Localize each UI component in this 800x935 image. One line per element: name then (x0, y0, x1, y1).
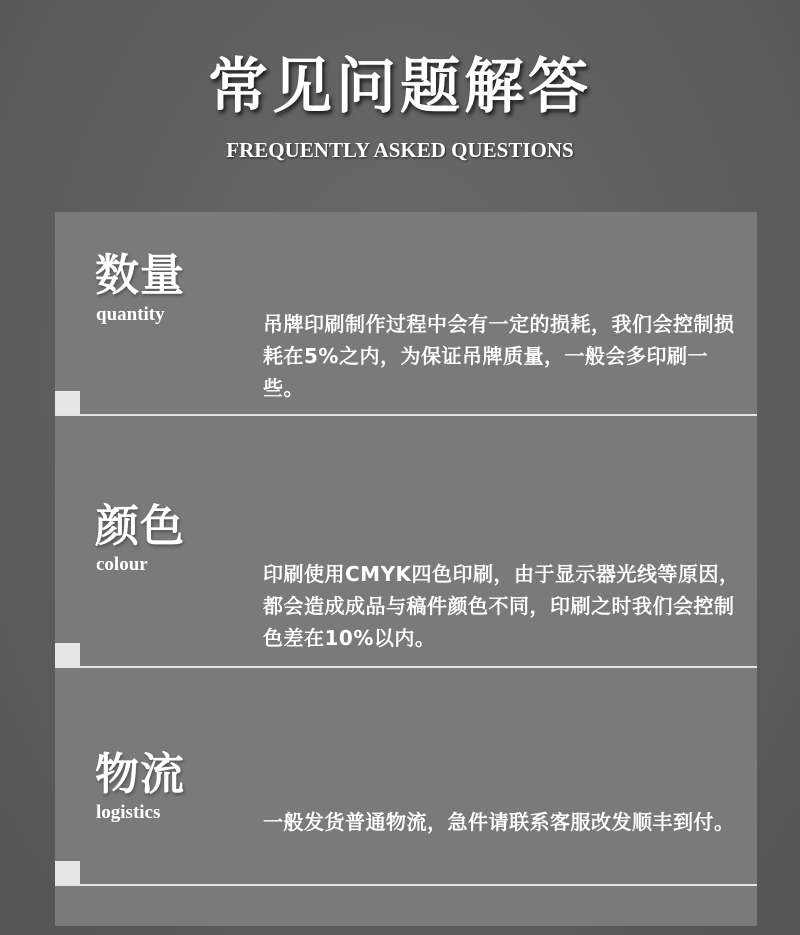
faq-title-en: logistics (96, 802, 161, 823)
faq-answer: 印刷使用CMYK四色印刷，由于显示器光线等原因，都会造成成品与稿件颜色不同，印刷之时我们会控制色差在10%以内。 (263, 562, 740, 650)
faq-item-logistics (55, 669, 757, 926)
faq-title-cn: 数量 (95, 250, 185, 301)
faq-answer: 吊牌印刷制作过程中会有一定的损耗，我们会控制损耗在5%之内，为保证吊牌质量，一般会多印刷一些。 (263, 312, 735, 400)
corner-marker (55, 861, 80, 884)
faq-panel (55, 212, 757, 926)
divider (55, 414, 757, 416)
faq-title-cn: 颜色 (95, 501, 185, 552)
divider (55, 666, 757, 668)
faq-item-quantity (55, 212, 757, 417)
divider (55, 884, 757, 886)
page-subtitle: FREQUENTLY ASKED QUESTIONS (226, 138, 574, 162)
page-title: 常见问题解答 (208, 52, 592, 122)
faq-item-colour (55, 417, 757, 669)
faq-title-en: quantity (96, 304, 165, 325)
faq-answer: 一般发货普通物流，急件请联系客服改发顺丰到付。 (263, 810, 735, 834)
faq-title-cn: 物流 (95, 749, 185, 800)
corner-marker (55, 643, 80, 666)
faq-title-en: colour (96, 554, 148, 575)
corner-marker (55, 391, 80, 414)
faq-header (0, 0, 800, 200)
